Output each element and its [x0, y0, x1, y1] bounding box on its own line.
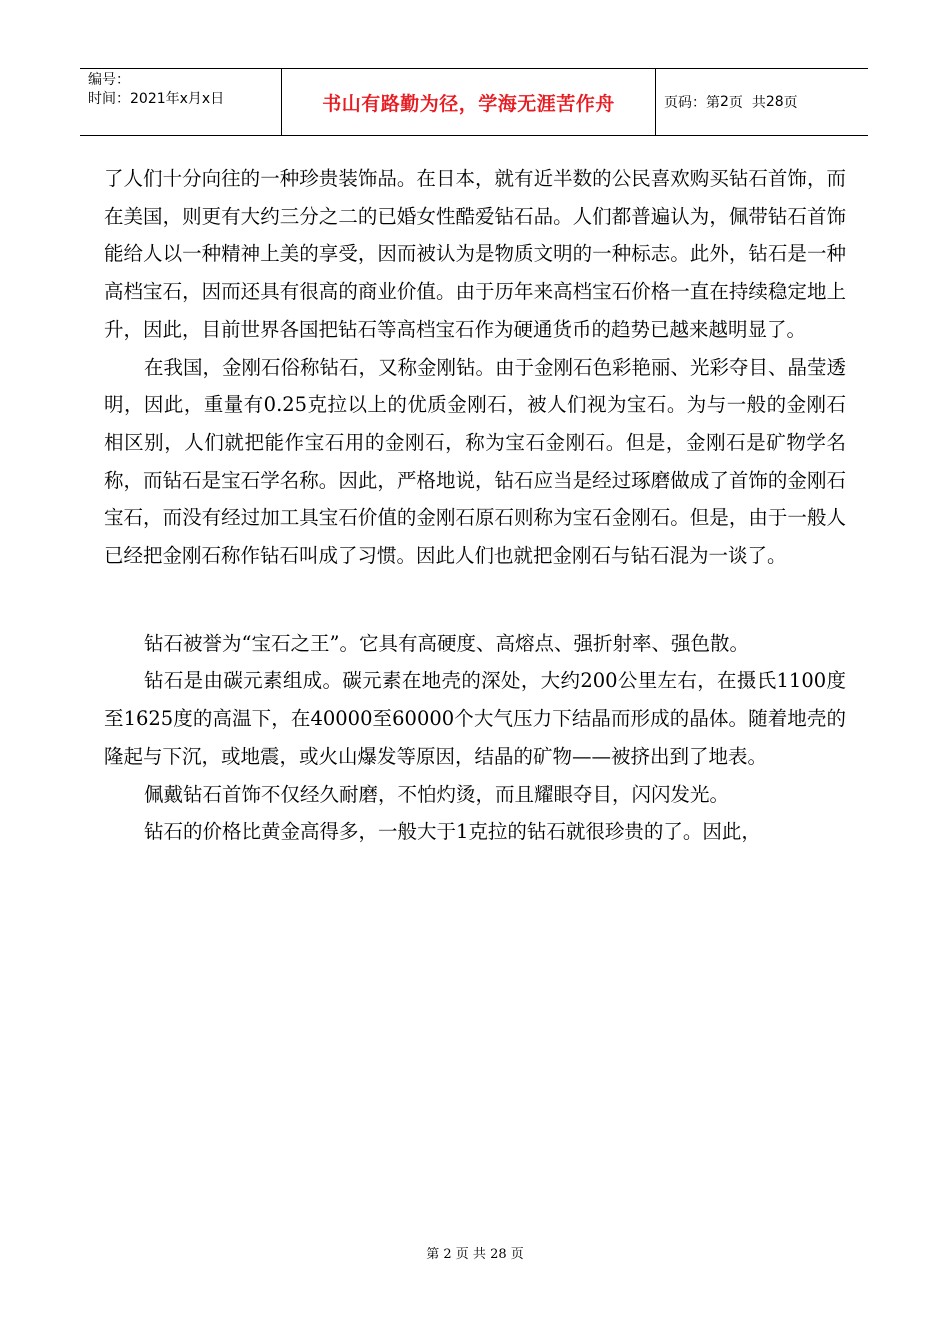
header-motto: 书山有路勤为径，学海无涯苦作舟 — [282, 69, 656, 135]
page-total: 28 — [765, 94, 784, 110]
page-mid: 页 共 — [728, 95, 766, 111]
paragraph: 钻石被誉为“宝石之王”。它具有高硬度、高熔点、强折射率、强色散。 — [144, 631, 749, 655]
footer-suffix: 页 — [506, 1247, 524, 1262]
paragraph-gap — [104, 575, 846, 625]
document-number-label: 编号： — [88, 72, 130, 88]
header-meta-cell — [80, 69, 282, 135]
page-label: 页码：第 — [664, 95, 720, 111]
page-footer — [0, 1243, 950, 1262]
page-suffix: 页 — [783, 95, 798, 111]
paragraph: 了人们十分向往的一种珍贵装饰品。在日本，就有近半数的公民喜欢购买钻石首饰，而在美国，则更有大约三分之二的已婚女性酷爱钻石品。人们都普遍认为，佩带钻石首饰能给人以一种精神上美的享受，因而被认为是物质文明的一种标志。此外，钻石是一种高档宝石，因而还具有很高的商业价值。由于历年来高档宝石价格一直在持续稳定地上升，因此，目前世界各国把钻石等高档宝石作为硬通货币的趋势已越来越明显了。 — [104, 167, 846, 341]
paragraph: 佩戴钻石首饰不仅经久耐磨，不怕灼烫，而且耀眼夺目，闪闪发光。 — [144, 782, 730, 806]
paragraph: 钻石是由碳元素组成。碳元素在地壳的深处，大约200公里左右，在摄氏1100度至1625度的高温下，在40000至60000个大气压力下结晶而形成的晶体。随着地壳的隆起与下沉，或地震，或火山爆发等原因，结晶的矿物——被挤出到了地表。 — [104, 669, 846, 768]
paragraph: 钻石的价格比黄金高得多，一般大于1克拉的钻石就很珍贵的了。因此， — [144, 820, 761, 844]
document-body — [104, 160, 846, 851]
footer-total-pages: 28 — [490, 1247, 507, 1262]
footer-prefix: 第 — [426, 1247, 444, 1262]
header-page-indicator — [656, 69, 868, 135]
document-date-label: 时间：2021年x月x日 — [88, 91, 225, 107]
page-current: 2 — [720, 94, 729, 110]
page-header — [80, 68, 868, 136]
footer-mid: 页 共 — [451, 1247, 491, 1262]
paragraph: 在我国，金刚石俗称钻石，又称金刚钻。由于金刚石色彩艳丽、光彩夺目、晶莹透明，因此，重量有0.25克拉以上的优质金刚石，被人们视为宝石。为与一般的金刚石相区别，人们就把能作宝石用的金刚石，称为宝石金刚石。但是，金刚石是矿物学名称，而钻石是宝石学名称。因此，严格地说，钻石应当是经过琢磨做成了首饰的金刚石宝石，而没有经过加工具宝石价值的金刚石原石则称为宝石金刚石。但是，由于一般人已经把金刚石称作钻石叫成了习惯。因此人们也就把金刚石与钻石混为一谈了。 — [104, 355, 847, 568]
footer-current-page: 2 — [443, 1247, 452, 1262]
